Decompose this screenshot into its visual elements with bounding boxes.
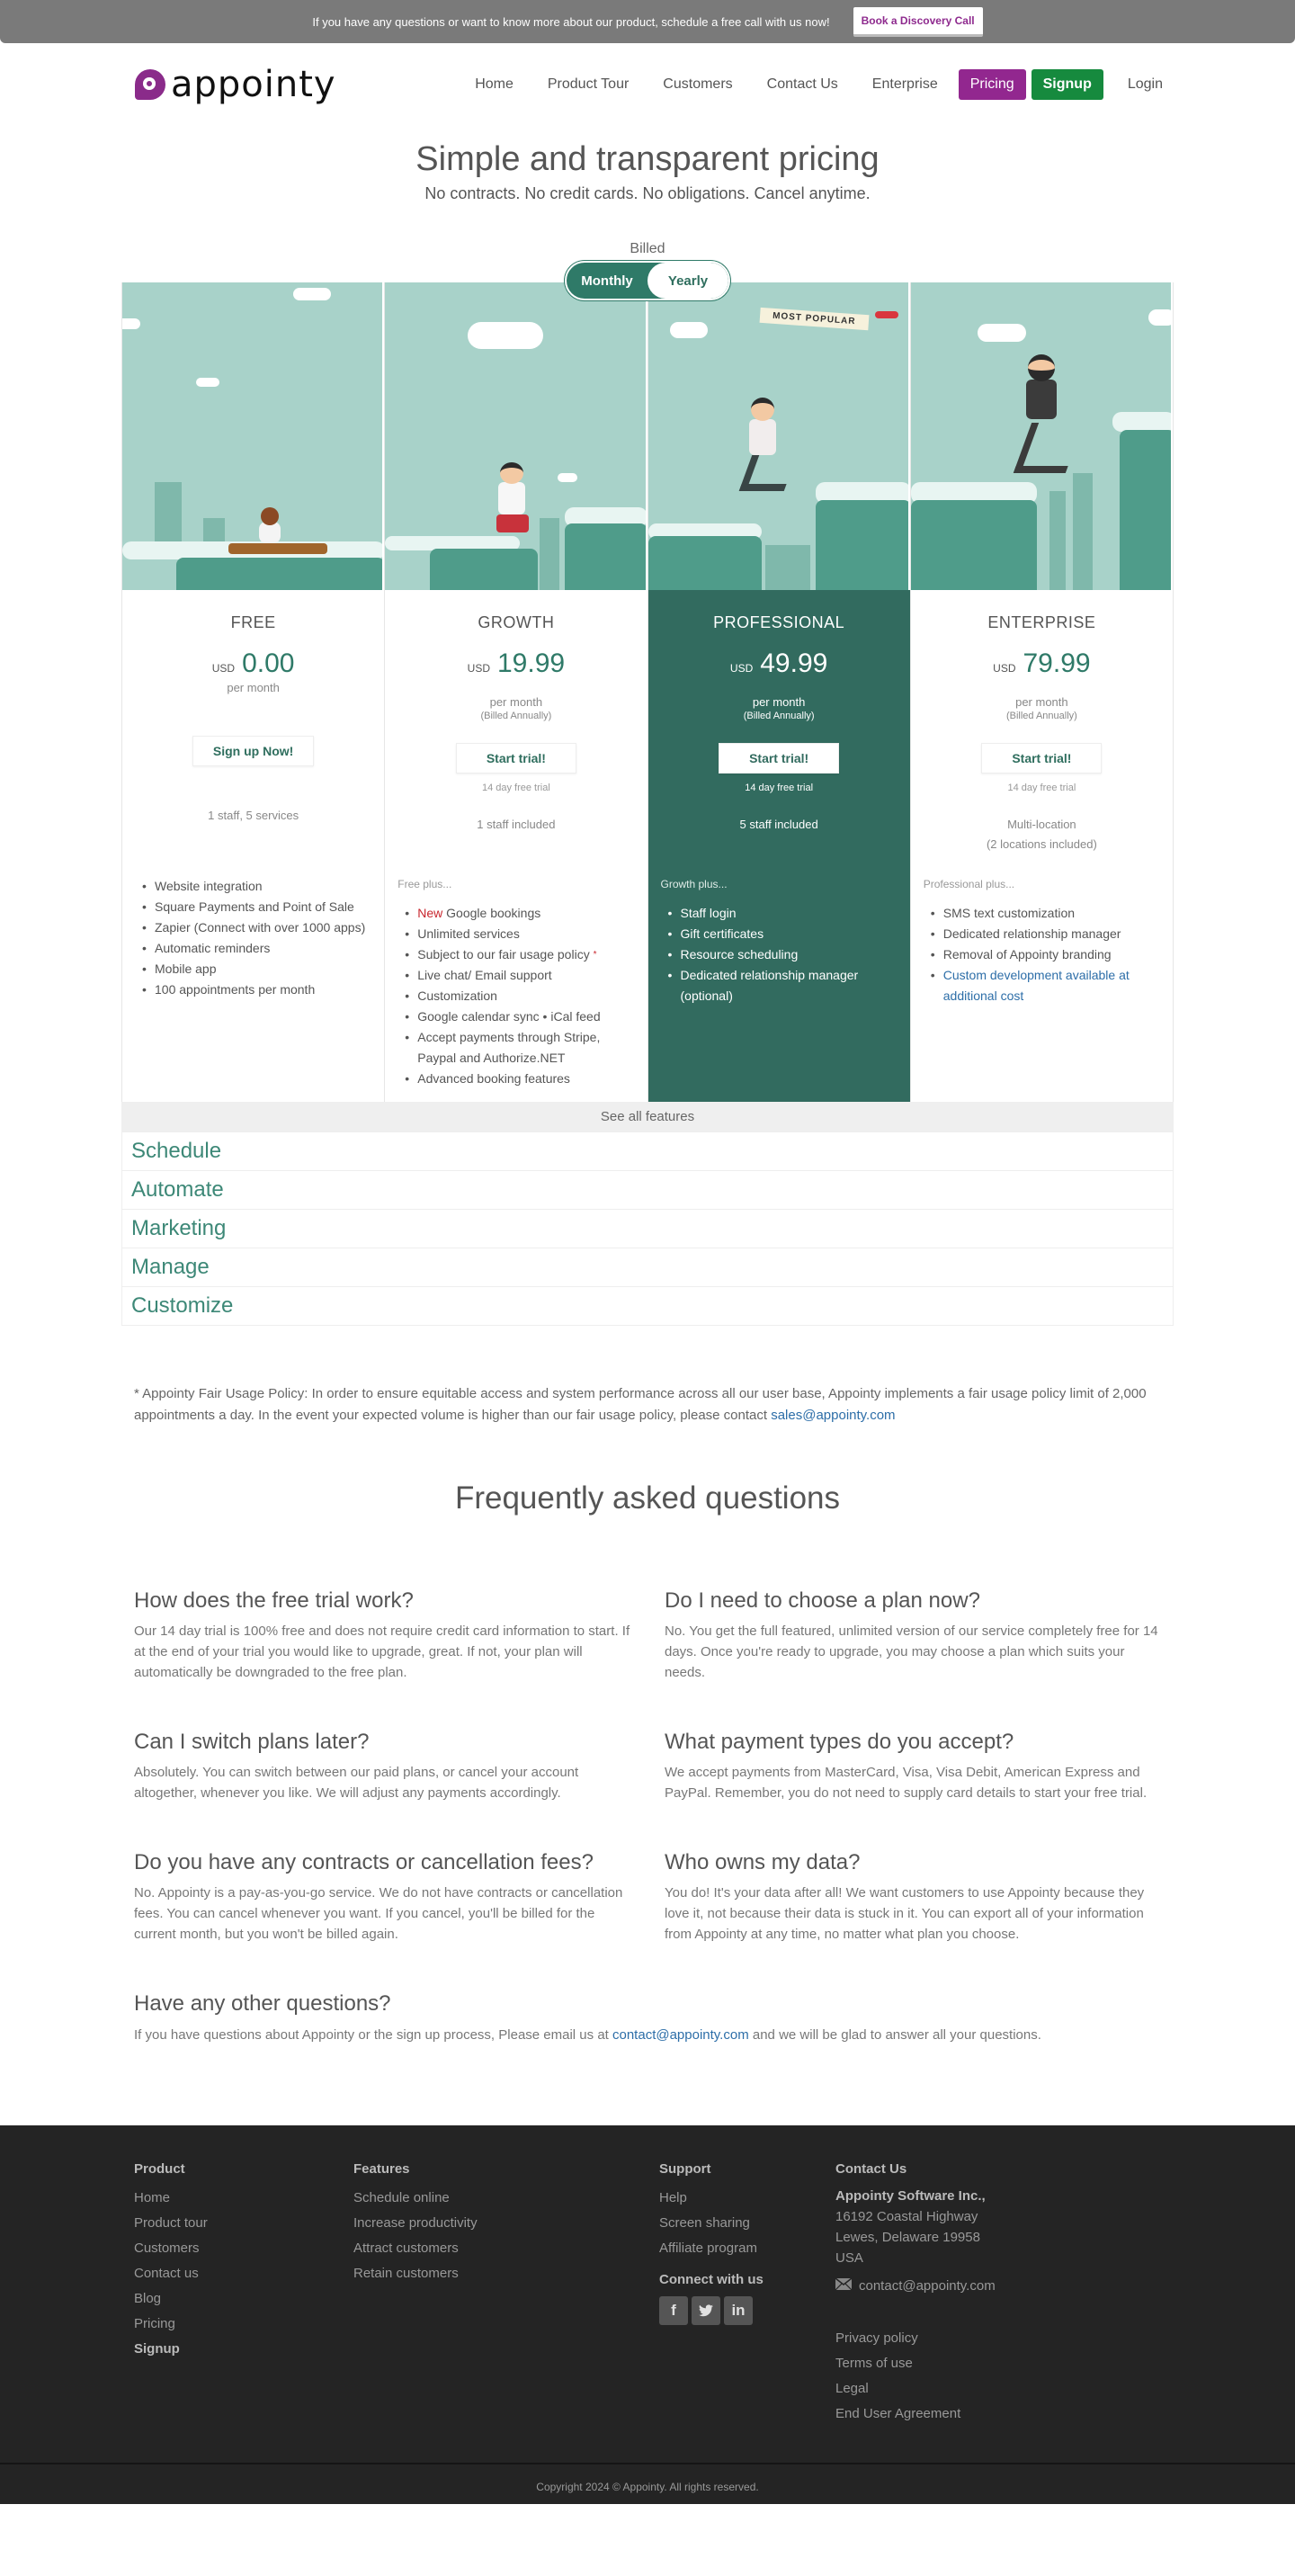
faq-item — [134, 1730, 630, 1803]
plan-amount: 19.99 — [497, 648, 566, 678]
category-schedule[interactable]: Schedule — [122, 1131, 1173, 1170]
plan-growth — [385, 282, 648, 1102]
plan-limits: Multi-location — [1007, 818, 1076, 831]
site-footer — [0, 2125, 1295, 2463]
footer-email-row — [835, 2274, 1161, 2299]
footer-link-legal[interactable]: Legal — [835, 2381, 869, 2396]
plan-illustration-businessman — [911, 282, 1173, 590]
address-line: Lewes, Delaware 19958 — [835, 2230, 980, 2245]
page-subtitle: No contracts. No credit cards. No obligations. Cancel anytime. — [424, 184, 871, 202]
plan-limits: 1 staff included — [477, 818, 556, 831]
faq-answer: No. You get the full featured, unlimited version of our service completely free for 14 days. Once you're ready to upgrade, you may choose a plan which suits your needs. — [665, 1623, 1158, 1680]
plan-currency: USD — [729, 662, 754, 675]
plan-feature-list — [661, 903, 898, 1006]
plan-trial-note: 14 day free trial — [481, 783, 550, 793]
start-trial-button[interactable]: Start trial! — [719, 743, 839, 774]
feature-item: • Website integration — [135, 876, 371, 897]
plan-illustration-baby-on-raft — [122, 282, 384, 590]
nav-home[interactable]: Home — [475, 76, 514, 92]
hero — [0, 126, 1295, 203]
features-head: Professional plus... — [923, 878, 1015, 890]
book-discovery-call-button[interactable]: Book a Discovery Call — [853, 7, 983, 37]
building-shape — [1073, 473, 1093, 590]
plan-illustration-runner — [385, 282, 647, 590]
plan-currency: USD — [467, 662, 490, 675]
plan-price — [135, 648, 371, 679]
plan-currency: USD — [211, 662, 236, 675]
faq-question: What payment types do you accept? — [665, 1730, 1014, 1754]
feature-item: • Gift certificates — [661, 924, 898, 944]
feature-item: • Unlimited services — [397, 924, 634, 944]
plan-amount: 79.99 — [1023, 648, 1091, 678]
feature-item: • Staff login — [661, 903, 898, 924]
faq-answer: You do! It's your data after all! We want customers to use Appointy because they love it, not because their data is stuck in it. You can export all of your information from Appointy at any time, no matter what plan you choose. — [665, 1885, 1145, 1942]
plan-growth-body — [385, 590, 647, 1102]
footer-link-privacy-policy[interactable]: Privacy policy — [835, 2330, 918, 2346]
plan-limits-sub: (2 locations included) — [986, 837, 1097, 851]
plan-limits: 1 staff, 5 services — [208, 809, 299, 822]
plan-professional — [648, 282, 911, 1102]
footer-link-home[interactable]: Home — [134, 2190, 171, 2205]
cliff-shape — [648, 536, 762, 590]
feature-item: • Customization — [397, 986, 634, 1006]
feature-item: • SMS text customization — [924, 903, 1160, 924]
billing-toggle[interactable] — [565, 261, 730, 300]
feature-item: • Live chat/ Email support — [397, 965, 634, 986]
footnote-mark: * — [593, 950, 597, 960]
plan-limits: 5 staff included — [739, 818, 818, 831]
category-customize[interactable]: Customize — [122, 1286, 1173, 1325]
plan-feature-list — [135, 876, 371, 1000]
footer-link-retain-customers[interactable]: Retain customers — [353, 2266, 459, 2281]
faq-item — [665, 1588, 1161, 1683]
plan-name: FREE — [230, 613, 276, 631]
feature-item — [924, 965, 1160, 1006]
airplane-icon — [875, 311, 898, 318]
plan-period: per month — [752, 695, 806, 709]
plan-feature-list — [397, 903, 634, 1089]
building-shape — [1049, 491, 1066, 590]
feature-item: • Advanced booking features — [397, 1069, 634, 1089]
baby-head — [261, 507, 279, 525]
building-shape — [765, 545, 810, 590]
cloud-icon — [293, 288, 331, 300]
logo-text: appointy — [171, 64, 336, 105]
footer-link-signup[interactable]: Signup — [134, 2341, 180, 2357]
feature-item: • Google calendar sync • iCal feed — [397, 1006, 634, 1027]
faq-question: Can I switch plans later? — [134, 1730, 370, 1754]
plan-price — [397, 648, 634, 679]
footer-heading: Contact Us — [835, 2161, 907, 2177]
faq-grid — [121, 1588, 1174, 1945]
businessman-figure — [1026, 380, 1057, 419]
cloud-icon — [122, 318, 140, 329]
feature-item: • 100 appointments per month — [135, 979, 371, 1000]
mail-icon — [835, 2278, 852, 2294]
billing-option-yearly[interactable]: Yearly — [648, 263, 728, 299]
features-head: Free plus... — [397, 878, 452, 890]
billed-label: Billed — [630, 241, 665, 256]
cliff-shape — [565, 523, 647, 590]
cliff-shape — [816, 500, 910, 590]
category-marketing[interactable]: Marketing — [122, 1209, 1173, 1248]
category-manage[interactable]: Manage — [122, 1248, 1173, 1286]
footer-link-terms-of-use[interactable]: Terms of use — [835, 2356, 913, 2371]
faq-answer: We accept payments from MasterCard, Visa, Visa Debit, American Express and PayPal. Remember, you do not need to supply card details to start your free trial. — [665, 1765, 1148, 1801]
logo-mark-icon — [135, 69, 165, 100]
nav-pricing[interactable]: Pricing — [959, 69, 1026, 100]
plan-name: ENTERPRISE — [987, 613, 1096, 631]
plan-trial-note: 14 day free trial — [745, 783, 814, 793]
page-title: Simple and transparent pricing — [415, 140, 880, 178]
plan-name: GROWTH — [478, 613, 555, 631]
footer-support-column — [659, 2161, 835, 2427]
faq-item — [665, 1850, 1161, 1945]
main-nav — [458, 69, 1180, 100]
footer-link-screen-sharing[interactable]: Screen sharing — [659, 2215, 750, 2231]
cloud-icon — [468, 322, 543, 349]
footer-heading: Support — [659, 2161, 711, 2177]
footer-link-eula[interactable]: End User Agreement — [835, 2406, 961, 2421]
faq-item — [665, 1730, 1161, 1803]
faq-answer: Our 14 day trial is 100% free and does not require credit card information to start. If at the end of your trial you would like to upgrade, great. If not, your plan will automatically be downgraded to the free plan. — [134, 1623, 630, 1680]
pricing-table — [121, 282, 1174, 1102]
plan-price — [924, 648, 1160, 679]
new-badge: New — [417, 906, 443, 920]
feature-item: • Square Payments and Point of Sale — [135, 897, 371, 917]
plan-billed-note: (Billed Annually) — [1005, 711, 1077, 721]
footer-heading: Features — [353, 2161, 410, 2177]
nav-enterprise[interactable]: Enterprise — [871, 76, 938, 92]
feature-item: • Automatic reminders — [135, 938, 371, 959]
plan-enterprise-body — [911, 590, 1173, 1102]
cliff-shape — [430, 549, 538, 590]
plan-free — [122, 282, 385, 1102]
faq-title: Frequently asked questions — [454, 1480, 841, 1516]
feature-item: • Zapier (Connect with over 1000 apps) — [135, 917, 371, 938]
linkedin-icon[interactable]: in — [724, 2296, 753, 2325]
site-header — [0, 43, 1295, 126]
cloud-icon — [196, 378, 219, 387]
nav-signup-button[interactable]: Signup — [1032, 69, 1103, 100]
top-announcement-bar — [0, 0, 1295, 43]
start-trial-button[interactable]: Start trial! — [981, 743, 1102, 774]
nav-customers[interactable]: Customers — [663, 76, 733, 92]
footer-heading: Product — [134, 2161, 185, 2177]
cloud-icon — [978, 324, 1026, 342]
footer-features-column — [353, 2161, 659, 2427]
footer-link-pricing[interactable]: Pricing — [134, 2316, 175, 2331]
twitter-icon[interactable] — [692, 2296, 720, 2325]
jumper-figure — [749, 419, 776, 455]
faq-item — [134, 1588, 630, 1683]
category-automate[interactable]: Automate — [122, 1170, 1173, 1209]
social-links — [659, 2296, 835, 2325]
features-head: Growth plus... — [660, 878, 728, 890]
jumper-legs — [738, 455, 797, 491]
footer-link-schedule-online[interactable]: Schedule online — [353, 2190, 450, 2205]
address-line: 16192 Coastal Highway — [835, 2209, 978, 2224]
plan-feature-list — [924, 903, 1160, 1006]
most-popular-ribbon: MOST POPULAR — [759, 308, 868, 330]
plan-period: per month — [227, 681, 280, 694]
jumper-head — [751, 398, 774, 421]
businessman-legs — [1014, 423, 1084, 473]
plan-billed-note: (Billed Annually) — [480, 711, 552, 721]
connect-heading: Connect with us — [659, 2272, 764, 2287]
plan-price — [661, 648, 898, 679]
policy-text: * Appointy Fair Usage Policy: In order to ensure equitable access and system performance across all our user base, Appointy implements a fair usage policy limit of 2,000 appointments a day. In the event your expected volume is higher than our fair usage policy, please contact — [134, 1386, 1147, 1423]
plan-professional-body — [648, 590, 910, 1102]
building-shape — [155, 482, 182, 545]
plan-amount: 49.99 — [760, 648, 828, 678]
faq-question: How does the free trial work? — [134, 1588, 414, 1613]
feature-item: • Subject to our fair usage policy * — [397, 944, 634, 965]
faq-answer: No. Appointy is a pay-as-you-go service. We do not have contracts or cancellation fees. You can cancel whenever you want. If you cancel, you'll be billed for the current month, but you won't be billed again. — [134, 1885, 623, 1942]
plan-currency: USD — [993, 662, 1016, 675]
cloud-icon — [558, 473, 577, 482]
faq-answer: Absolutely. You can switch between our paid plans, or cancel your account altogether, whenever you like. We will adjust any payments accordingly. — [134, 1765, 579, 1801]
logo[interactable] — [135, 64, 336, 105]
footer-link-increase-productivity[interactable]: Increase productivity — [353, 2215, 478, 2231]
feature-categories — [121, 1131, 1174, 1326]
custom-development-link[interactable]: Custom development available at additional cost — [942, 968, 1130, 1003]
faq-question: Who owns my data? — [665, 1850, 861, 1874]
cliff-shape — [176, 558, 384, 590]
copyright: Copyright 2024 © Appointy. All rights reserved. — [0, 2463, 1295, 2504]
feature-item: • Resource scheduling — [661, 944, 898, 965]
footer-link-affiliate-program[interactable]: Affiliate program — [659, 2241, 757, 2256]
plan-illustration-jumper — [648, 282, 910, 590]
footer-link-customers[interactable]: Customers — [134, 2241, 200, 2256]
feature-item: • Accept payments through Stripe, Paypal and Authorize.NET — [397, 1027, 634, 1069]
plan-enterprise — [911, 282, 1174, 1102]
billing-option-monthly[interactable]: Monthly — [581, 273, 633, 289]
raft-icon — [228, 543, 327, 554]
plan-period: per month — [1015, 695, 1068, 709]
address-line: USA — [835, 2250, 863, 2266]
other-questions-text: If you have questions about Appointy or the sign up process, Please email us at contact@appointy.com and we will be glad to answer all your questions. — [134, 2027, 1041, 2043]
faq-question: Do I need to choose a plan now? — [665, 1588, 980, 1613]
plan-billed-note: (Billed Annually) — [743, 711, 815, 721]
cloud-icon — [1148, 309, 1173, 326]
feature-item: • Dedicated relationship manager — [924, 924, 1160, 944]
plan-amount: 0.00 — [242, 648, 295, 678]
nav-product-tour[interactable]: Product Tour — [547, 76, 630, 92]
other-questions-title: Have any other questions? — [134, 1991, 391, 2016]
feature-item: • Removal of Appointy branding — [924, 944, 1160, 965]
plan-period: per month — [489, 695, 543, 709]
footer-contact-column — [835, 2161, 1161, 2427]
runner-legs — [496, 514, 529, 532]
footer-link-contact-us[interactable]: Contact us — [134, 2266, 199, 2281]
feature-item: • Dedicated relationship manager (optional) — [661, 965, 898, 1006]
nav-contact-us[interactable]: Contact Us — [766, 76, 838, 92]
legal-links — [835, 2326, 1161, 2427]
footer-link-help[interactable]: Help — [659, 2190, 687, 2205]
feature-item: • Mobile app — [135, 959, 371, 979]
faq-question: Do you have any contracts or cancellation fees? — [134, 1850, 594, 1874]
cloud-icon — [670, 322, 708, 338]
plan-free-body — [122, 590, 384, 1102]
cliff-shape — [1120, 430, 1173, 590]
nav-login[interactable]: Login — [1127, 76, 1163, 92]
footer-product-column — [134, 2161, 353, 2427]
see-all-features-link[interactable]: See all features — [121, 1102, 1174, 1131]
footer-link-attract-customers[interactable]: Attract customers — [353, 2241, 459, 2256]
sign-up-now-button[interactable]: Sign up Now! — [192, 736, 314, 766]
contact-email-link[interactable]: contact@appointy.com — [612, 2027, 749, 2043]
fair-usage-policy — [121, 1383, 1174, 1427]
faq-item — [134, 1850, 630, 1945]
runner-figure — [498, 482, 525, 514]
plan-name: PROFESSIONAL — [713, 613, 845, 631]
start-trial-button[interactable]: Start trial! — [456, 743, 576, 774]
other-questions — [121, 1991, 1174, 2125]
facebook-icon[interactable]: f — [659, 2296, 688, 2325]
building-shape — [540, 518, 559, 590]
footer-link-blog[interactable]: Blog — [134, 2291, 162, 2306]
plan-trial-note: 14 day free trial — [1007, 783, 1076, 793]
company-name: Appointy Software Inc., — [835, 2188, 986, 2204]
announcement-text: If you have any questions or want to know more about our product, schedule a free call with us now! — [312, 14, 830, 29]
businessman-head — [1028, 354, 1055, 381]
snow-ledge — [1112, 412, 1173, 432]
cliff-shape — [911, 500, 1037, 590]
footer-email-link[interactable]: contact@appointy.com — [859, 2278, 996, 2294]
runner-head — [500, 462, 523, 484]
sales-email-link[interactable]: sales@appointy.com — [771, 1408, 896, 1423]
footer-link-product-tour[interactable]: Product tour — [134, 2215, 208, 2231]
feature-item: • New Google bookings — [397, 903, 634, 924]
